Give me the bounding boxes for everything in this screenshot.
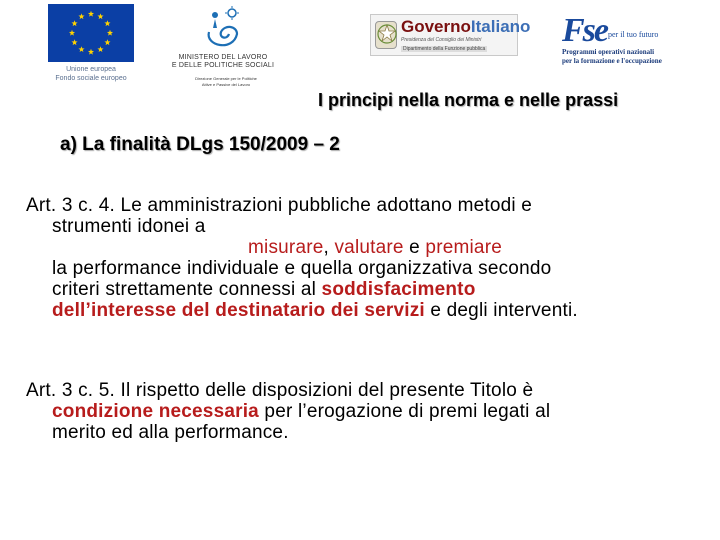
sep2: e: [403, 237, 426, 258]
fse-logo: [562, 8, 686, 68]
government-subtitle: Presidenza del Consiglio dei Ministri: [401, 37, 482, 43]
italian-emblem-icon: [375, 21, 397, 49]
para1-line4: la performance individuale e quella organizzativa secondo: [52, 258, 552, 279]
ministry-name-line1: MINISTERO DEL LAVORO: [178, 54, 268, 61]
para2-line3: merito ed alla performance.: [52, 422, 289, 443]
fse-programme-line2: per la formazione e l'occupazione: [562, 57, 662, 65]
eu-star-icon: [97, 46, 103, 52]
eu-star-icon: [78, 46, 84, 52]
government-title-part2: Italiano: [470, 17, 531, 36]
fse-programme-line1: Programmi operativi nazionali: [562, 48, 655, 56]
eu-caption: [48, 65, 134, 83]
para2-line1: Art. 3 c. 5. Il rispetto delle disposizioni del presente Titolo è: [26, 380, 534, 401]
para1-line6: [26, 300, 716, 321]
eu-flag-icon: [48, 4, 134, 62]
eu-caption-line1: Unione europea: [66, 66, 116, 73]
eu-star-icon: [104, 20, 110, 26]
para1-line1: Art. 3 c. 4. Le amministrazioni pubbliche adottano metodi e: [26, 195, 533, 216]
fse-tagline: per il tuo futuro: [608, 30, 659, 39]
condition-phrase: condizione necessaria: [52, 401, 259, 422]
para1-line2: strumenti idonei a: [52, 216, 206, 237]
eu-caption-line2: Fondo sociale europeo: [55, 75, 127, 82]
reward-word: premiare: [425, 237, 502, 258]
government-title-part1: Governo: [401, 17, 471, 36]
para1-line5: [26, 279, 716, 300]
article-3-comma-5: [26, 380, 716, 443]
satisfaction-word: soddisfacimento: [321, 279, 476, 300]
slide-header-title: I principi nella norma e nelle prassi: [318, 90, 619, 110]
eu-star-icon: [72, 20, 78, 26]
ministry-logo: [166, 6, 280, 70]
para2-line2: [26, 401, 716, 422]
ministry-emblem-icon: [203, 6, 243, 54]
para1-line5-pre: criteri strettamente connessi al: [52, 279, 322, 300]
eu-logo: [48, 4, 134, 83]
ministry-subtitle: [176, 76, 276, 88]
eu-star-icon: [72, 39, 78, 45]
evaluate-word: valutare: [334, 237, 404, 258]
ministry-name-line2: E DELLE POLITICHE SOCIALI: [171, 62, 275, 69]
government-department: Dipartimento della Funzione pubblica: [403, 46, 486, 52]
government-logo: [370, 14, 531, 56]
eu-star-icon: [88, 49, 94, 55]
eu-star-icon: [78, 13, 84, 19]
section-title: a) La finalità DLgs 150/2009 – 2: [60, 134, 340, 155]
eu-star-icon: [88, 11, 94, 17]
eu-star-icon: [97, 13, 103, 19]
eu-star-icon: [69, 30, 75, 36]
article-3-comma-4: [26, 195, 716, 321]
sep1: ,: [323, 237, 335, 258]
government-title: [401, 17, 530, 37]
para2-line2-post: per l’erogazione di premi legati al: [258, 401, 551, 422]
para1-line6-post: e degli interventi.: [424, 300, 578, 321]
ministry-subtitle-line1: Direzione Generale per le Politiche: [195, 76, 257, 81]
eu-star-icon: [104, 39, 110, 45]
logo-band: [0, 0, 720, 100]
measure-word: misurare: [248, 237, 324, 258]
ministry-subtitle-line2: Attive e Passive del Lavoro: [201, 82, 251, 87]
eu-star-icon: [107, 30, 113, 36]
interest-phrase: dell’interesse del destinatario dei servizi: [52, 300, 425, 321]
para1-line3: [26, 237, 716, 258]
fse-mark: Fse: [562, 12, 607, 49]
